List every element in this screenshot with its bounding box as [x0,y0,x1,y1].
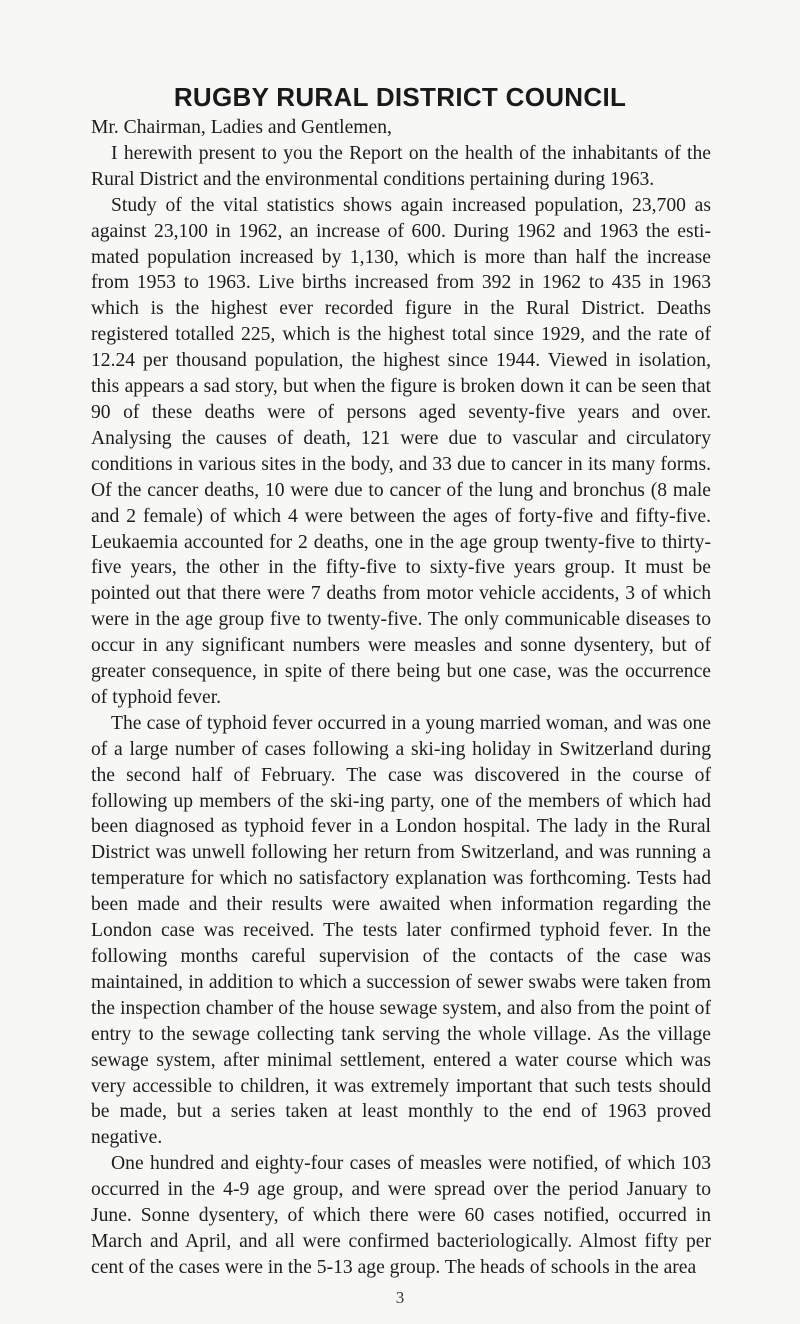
report-body [91,115,711,1281]
paragraph-introduction: I herewith present to you the Report on the health of the inhabitants of the Rural District and the environmental conditions pertaining during 1963. [91,142,711,190]
page-title: RUGBY RURAL DISTRICT COUNCIL [173,82,627,112]
page-number: 3 [395,1288,405,1307]
paragraph-vital-statistics: Study of the vital statistics shows again increased population, 23,700 as against 23,100 in 1962, an increase of 600. During 1962 and 1963 the estimated population increased by 1,130, which is more than half the increase from 1953 to 1963. Live births increased from 392 in 1962 to 435 in 1963 which is the highest ever recorded figure in the Rural District. Deaths registered totalled 225, which is the highest total since 1929, and the rate of 12.24 per thousand population, the highest since 1944. Viewed in isolation, this appears a sad story, but when the figure is broken down it can be seen that 90 of these deaths were of persons aged seventy-five years and over. Analysing the causes of death, 121 were due to vascular and circulatory conditions in various sites in the body, and 33 due to cancer in its many forms. Of the cancer deaths, 10 were due to cancer of the lung and bronchus (8 male and 2 female) of which 4 were between the ages of forty-five and fifty-five. Leukaemia accounted for 2 deaths, one in the age group twenty-five to thirty-five years, the other in the fifty-five to sixty-five years group. It must be pointed out that there were 7 deaths from motor vehicle accidents, 3 of which were in the age group five to twenty-five. The only communicable diseases to occur in any significant numbers were measles and sonne dysentery, but of greater consequence, in spite of there being but one case, was the occurrence of typhoid fever. [91,194,711,708]
salutation: Mr. Chairman, Ladies and Gentlemen, [91,117,392,138]
paragraph-measles-dysentery: One hundred and eighty-four cases of measles were notified, of which 103 occurred in the 4-9 age group, and were spread over the period January to June. Sonne dysentery, of which there were 60 cases notified, occurred in March and April, and all were confirmed bacteriologically. Almost fifty per cent of the cases were in the 5-13 age group. The heads of schools in the area [91,1153,711,1278]
paragraph-typhoid-case: The case of typhoid fever occurred in a young married woman, and was one of a large number of cases following a ski-ing holiday in Switzerland during the second half of February. The case was discovered in the course of following up members of the ski-ing party, one of the members of which had been diagnosed as typhoid fever in a London hospital. The lady in the Rural District was unwell following her return from Switzerland, and was running a temperature for which no satisfactory explanation was forthcoming. Tests had been made and their results were awaited when information regarding the London case was received. The tests later confirmed typhoid fever. In the following months careful supervision of the contacts of the case was maintained, in addition to which a succession of sewer swabs were taken from the inspection chamber of the house sewage system, and also from the point of entry to the sewage collecting tank serving the whole village. As the village sewage system, after minimal settlement, entered a water course which was very accessible to children, it was extremely important that such tests should be made, but a series taken at least monthly to the end of 1963 proved negative. [91,712,711,1149]
